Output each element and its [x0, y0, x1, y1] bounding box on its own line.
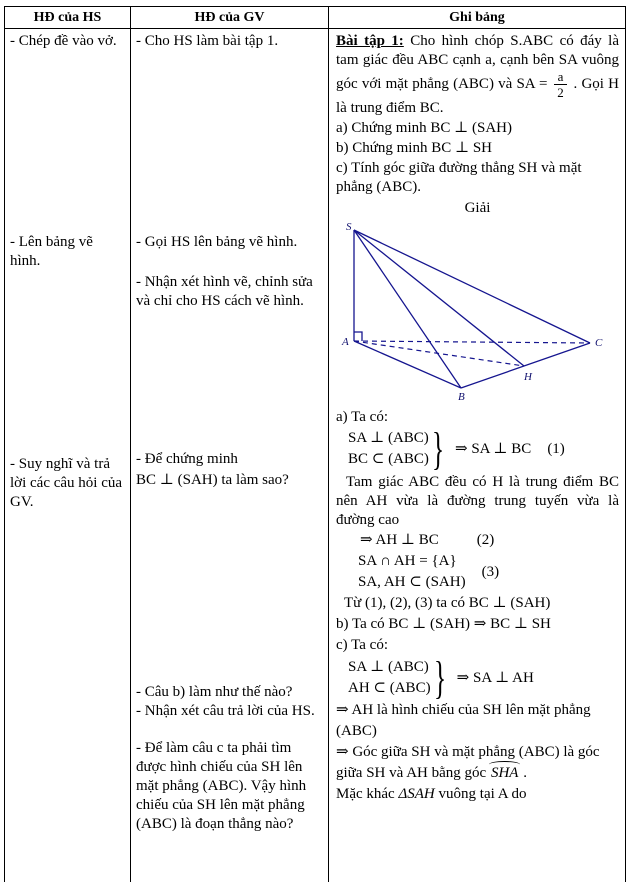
label-C: C — [595, 337, 603, 349]
header-hs: HĐ của HS — [5, 7, 131, 29]
angle-statement — [336, 742, 619, 784]
system-1-line-2: BC ⊂ (ABC) — [348, 451, 429, 467]
angle-sha-widehat: SHA — [490, 763, 520, 784]
equation-tag-3: (3) — [481, 563, 500, 580]
solution-b: b) Ta có BC ⊥ (SAH) ⇒ BC ⊥ SH — [336, 616, 551, 632]
system-2-line-2: AH ⊂ (ABC) — [348, 680, 431, 696]
equation-tag-1: (1) — [547, 440, 565, 457]
system-2-conditions — [348, 657, 431, 699]
question-c: c) Tính góc giữa đường thẳng SH và mặt phẳng (ABC). — [336, 160, 582, 195]
system-1-line-1: SA ⊥ (ABC) — [348, 430, 429, 446]
system-3 — [358, 551, 619, 593]
last-text-a: Mặc khác — [336, 786, 399, 802]
system-2 — [348, 652, 619, 703]
question-b: b) Chứng minh BC ⊥ SH — [336, 140, 493, 156]
solution-c-intro: c) Ta có: — [336, 637, 388, 653]
ah-perp-bc: ⇒ AH ⊥ BC — [360, 532, 439, 548]
right-angle-marker — [354, 332, 362, 341]
gv-note-remark-2: - Nhận xét câu trả lời của HS. — [136, 703, 315, 719]
system-1-conditions — [348, 428, 429, 470]
edge-ac — [354, 341, 590, 343]
edge-ah — [354, 341, 524, 366]
system-2-line-1: SA ⊥ (ABC) — [348, 659, 429, 675]
gv-question-a-line2: BC ⊥ (SAH) ta làm sao? — [136, 472, 289, 488]
board-content — [329, 29, 625, 805]
gv-question-a-line1: - Để chứng minh — [136, 451, 238, 467]
problem-statement — [336, 32, 619, 118]
angle-text-b: . — [519, 765, 527, 781]
hs-note-think: - Suy nghĩ và trả lời các câu hỏi của GV. — [10, 456, 123, 510]
conclusion-from-123: Từ (1), (2), (3) ta có BC ⊥ (SAH) — [344, 595, 551, 611]
pyramid-figure — [338, 220, 606, 402]
gv-note-call: - Gọi HS lên bảng vẽ hình. — [136, 234, 298, 250]
hs-note-draw: - Lên bảng vẽ hình. — [10, 234, 93, 269]
fraction-denominator: 2 — [557, 85, 564, 100]
ah-perp-bc-line — [360, 530, 619, 551]
edge-sh — [354, 230, 524, 366]
label-A: A — [342, 336, 349, 348]
label-S: S — [346, 221, 352, 233]
system-2-result: ⇒ SA ⊥ AH — [456, 669, 534, 686]
subset-line: SA, AH ⊂ (SAH) — [358, 574, 466, 590]
system-1-brace: } — [431, 423, 445, 474]
gv-note-question-c: - Để làm câu c ta phải tìm được hình chiếu của SH lên mặt phẳng (ABC). Vậy hình chiếu của SH lên mặt phẳng (ABC) là đoạn thẳng nào? — [136, 740, 307, 832]
column-hs — [5, 29, 131, 882]
problem-title: Bài tập 1: — [336, 33, 404, 49]
last-text-b: vuông tại A do — [434, 786, 527, 802]
column-board — [329, 29, 625, 882]
gv-note-question-a — [136, 450, 324, 491]
gv-note-assign: - Cho HS làm bài tập 1. — [136, 33, 279, 49]
intersection-line: SA ∩ AH = {A} — [358, 553, 457, 569]
system-1 — [348, 423, 619, 474]
fraction-numerator: a — [554, 70, 568, 85]
lesson-plan-table — [4, 6, 626, 882]
solution-a-intro: a) Ta có: — [336, 409, 388, 425]
label-H: H — [524, 371, 532, 383]
gv-note-remark: - Nhận xét hình vẽ, chỉnh sửa và chỉ cho HS cách vẽ hình. — [136, 274, 313, 309]
last-statement — [336, 784, 619, 805]
solution-heading: Giải — [464, 200, 491, 216]
system-2-brace: } — [433, 652, 446, 703]
equation-tag-2: (2) — [476, 532, 495, 548]
projection-statement: ⇒ AH là hình chiếu của SH lên mặt phẳng (ABC) — [336, 702, 591, 739]
angle-text-a: ⇒ Góc giữa SH và mặt phẳng (ABC) là góc giữa SH và AH bằng góc — [336, 744, 600, 781]
system-3-conditions — [358, 551, 466, 593]
triangle-sah: ΔSAH — [398, 786, 435, 802]
hs-note-copy: - Chép đề vào vở. — [10, 33, 117, 49]
header-gv: HĐ của GV — [131, 7, 329, 29]
problem-text-a: Cho hình chóp S.ABC có đáy là tam giác đều ABC cạnh a, cạnh bên SA vuông góc với mặt phẳng (ABC) và SA = — [336, 33, 620, 92]
gv-note-question-b: - Câu b) làm như thế nào? — [136, 684, 293, 700]
problem-text-b: . Gọi H là trung điểm BC. — [336, 75, 619, 116]
system-1-result: ⇒ SA ⊥ BC — [455, 440, 532, 457]
figure-container — [338, 220, 619, 408]
fraction-a-over-2 — [552, 70, 570, 99]
column-gv — [131, 29, 329, 882]
question-a: a) Chứng minh BC ⊥ (SAH) — [336, 120, 512, 136]
triangle-paragraph: Tam giác ABC đều có H là trung điểm BC nên AH vừa là đường trung tuyến vừa là đường cao — [336, 474, 619, 528]
header-board: Ghi bảng — [329, 7, 625, 29]
edge-sc — [354, 230, 590, 343]
label-B: B — [458, 391, 465, 402]
